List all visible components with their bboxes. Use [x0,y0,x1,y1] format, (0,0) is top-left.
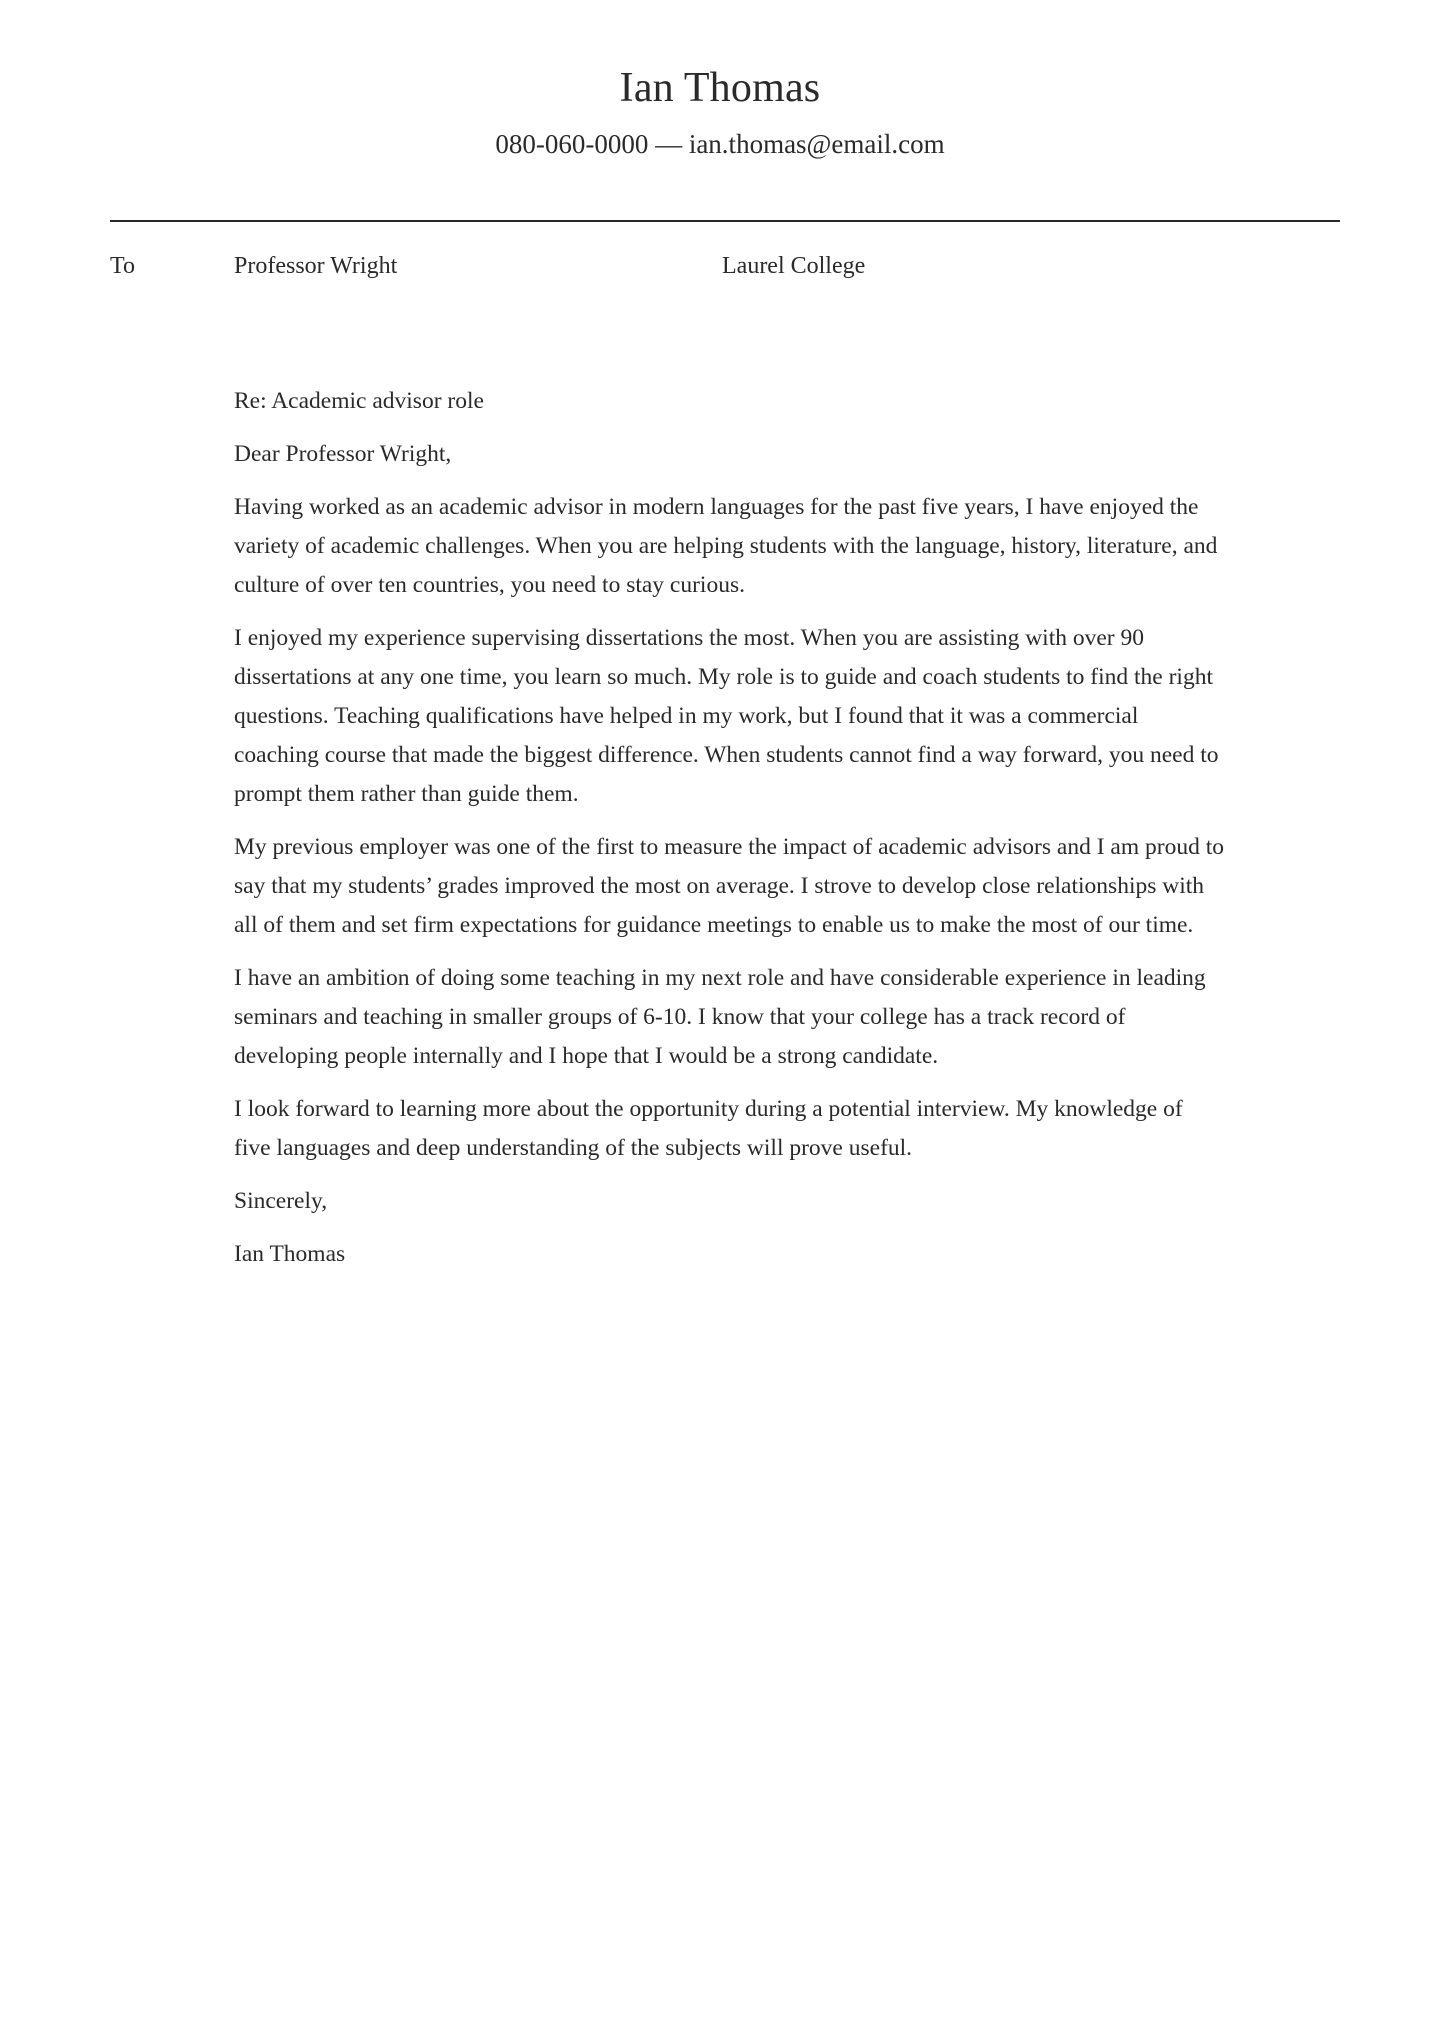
letter-salutation: Dear Professor Wright, [234,441,452,467]
recipient-label: To [110,253,135,279]
letter-paragraph: My previous employer was one of the first to measure the impact of academic advisors and I am proud to say that my students’ grades improved the most on average. I strove to develop close relationships with all of them and set firm expectations for guidance meetings to enable us to make the most of our time. [234,834,1224,938]
recipient-row [0,246,1440,286]
letter-header [0,58,1440,164]
letter-body [234,382,1224,1288]
letter-subject: Re: Academic advisor role [234,388,484,414]
letter-paragraph: I enjoyed my experience supervising dissertations the most. When you are assisting with over 90 dissertations at any one time, you learn so much. My role is to guide and coach students to find the right questions. Teaching qualifications have helped in my work, but I found that it was a commercial coaching course that made the biggest difference. When students cannot find a way forward, you need to prompt them rather than guide them. [234,625,1219,807]
sender-contact: 080-060-0000 — ian.thomas@email.com [495,129,945,159]
letter-closing: Sincerely, [234,1188,328,1214]
letter-paragraph: Having worked as an academic advisor in modern languages for the past five years, I have enjoyed the variety of academic challenges. When you are helping students with the language, history, literature, and culture of over ten countries, you need to stay curious. [234,494,1218,598]
sender-name: Ian Thomas [619,65,821,111]
letter-paragraph: I have an ambition of doing some teaching in my next role and have considerable experience in leading seminars and teaching in smaller groups of 6-10. I know that your college has a track record of developing people internally and I hope that I would be a strong candidate. [234,965,1206,1069]
recipient-name: Professor Wright [234,253,398,279]
letter-paragraph: I look forward to learning more about the opportunity during a potential interview. My knowledge of five languages and deep understanding of the subjects will prove useful. [234,1096,1183,1161]
recipient-organization: Laurel College [722,253,866,279]
header-divider [110,220,1340,222]
letter-signature: Ian Thomas [234,1241,346,1267]
